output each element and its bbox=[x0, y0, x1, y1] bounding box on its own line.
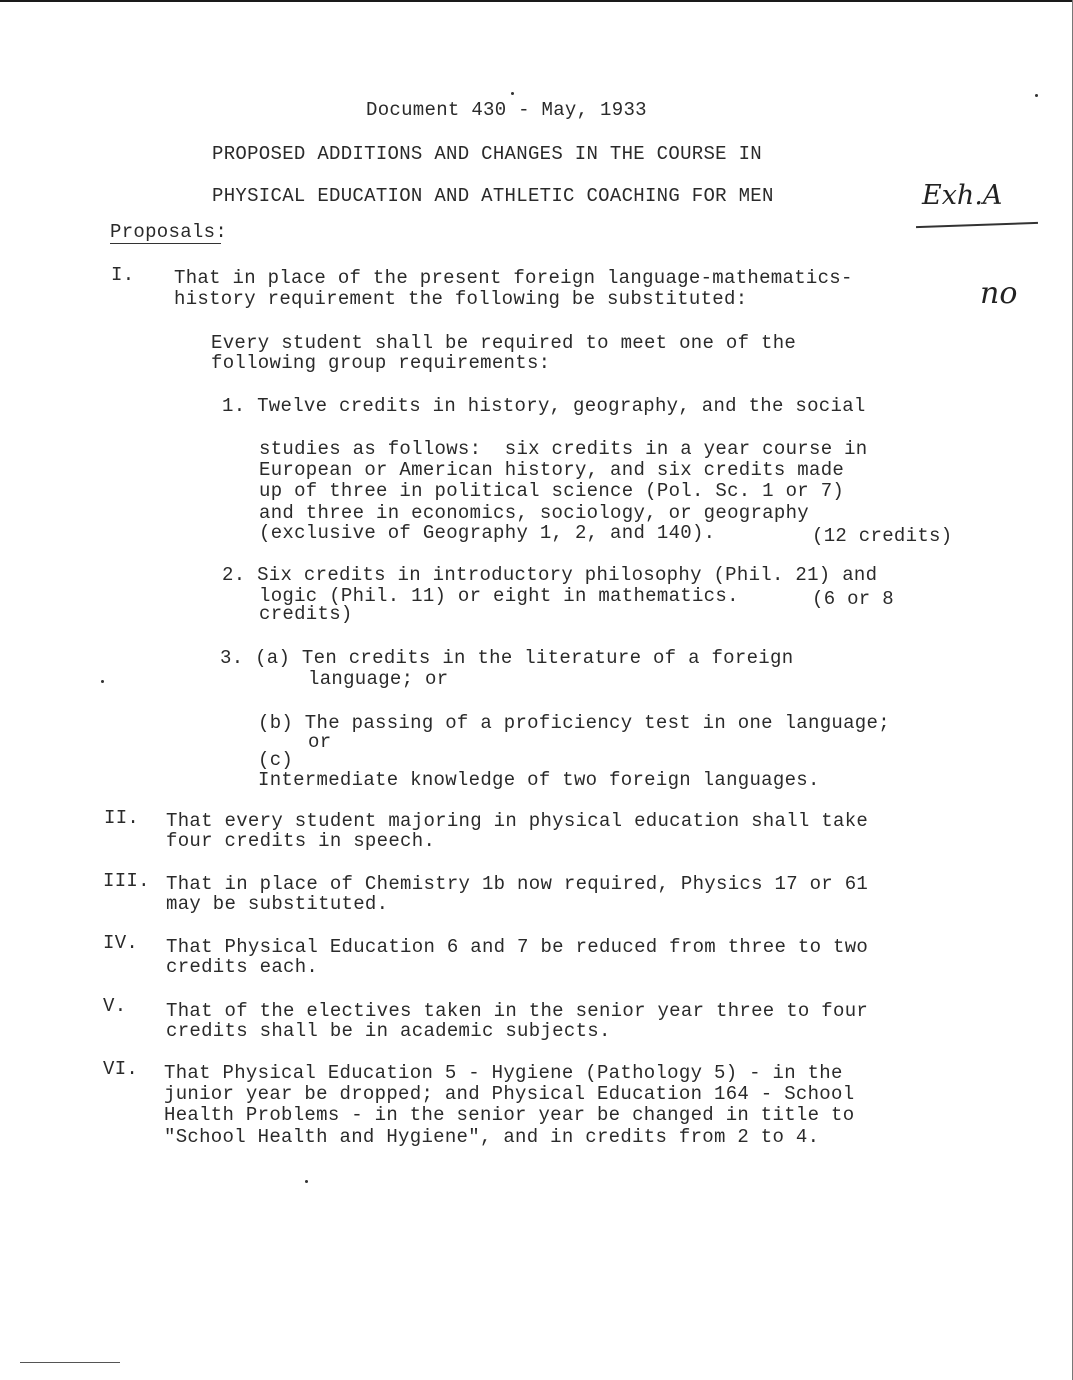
proposal-1-intro-line: following group requirements: bbox=[211, 352, 551, 374]
proposal-3-line: may be substituted. bbox=[166, 893, 389, 915]
proposal-1-numeral: I. bbox=[111, 264, 135, 286]
item-1-credits: (12 credits) bbox=[812, 525, 953, 547]
item-1-line: up of three in political science (Pol. Sc. 1 or 7) bbox=[259, 480, 845, 502]
margin-note-annotation: no bbox=[980, 276, 1018, 311]
proposals-underline bbox=[110, 243, 221, 244]
proposal-3-numeral: III. bbox=[103, 870, 150, 892]
proposal-6-line: Health Problems - in the senior year be changed in title to bbox=[164, 1104, 855, 1126]
item-3c-label: (c) bbox=[258, 749, 294, 771]
item-2-line: 2. Six credits in introductory philosophy (Phil. 21) and bbox=[222, 564, 878, 586]
proposal-2-line: four credits in speech. bbox=[166, 830, 436, 852]
proposal-2-numeral: II. bbox=[104, 807, 140, 829]
item-3a-line: language; or bbox=[308, 668, 449, 690]
item-3a-line: 3. (a) Ten credits in the literature of a foreign bbox=[220, 647, 794, 669]
proposal-6-numeral: VI. bbox=[103, 1058, 139, 1080]
proposal-2-line: That every student majoring in physical education shall take bbox=[166, 810, 869, 832]
proposal-4-numeral: IV. bbox=[103, 932, 139, 954]
proposal-1-line: history requirement the following be substituted: bbox=[174, 288, 748, 310]
proposal-4-line: credits each. bbox=[166, 956, 319, 978]
scan-speck bbox=[1035, 94, 1038, 97]
item-3b-line: (b) The passing of a proficiency test in one language; bbox=[258, 712, 890, 734]
proposal-5-line: That of the electives taken in the senior year three to four bbox=[166, 1000, 869, 1022]
item-1-line: (exclusive of Geography 1, 2, and 140). bbox=[259, 522, 716, 544]
proposal-6-line: That Physical Education 5 - Hygiene (Pathology 5) - in the bbox=[164, 1062, 843, 1084]
title-line-2: PHYSICAL EDUCATION AND ATHLETIC COACHING FOR MEN bbox=[212, 185, 774, 207]
item-2-line: logic (Phil. 11) or eight in mathematics. bbox=[259, 585, 739, 607]
title-line-1: PROPOSED ADDITIONS AND CHANGES IN THE COURSE IN bbox=[212, 143, 762, 165]
page-top-edge bbox=[0, 0, 1073, 2]
proposal-1-line: That in place of the present foreign language-mathematics- bbox=[174, 267, 853, 289]
item-3c-line: Intermediate knowledge of two foreign languages. bbox=[258, 769, 820, 791]
item-1-line: and three in economics, sociology, or geography bbox=[259, 502, 809, 524]
proposals-label: Proposals: bbox=[110, 221, 228, 243]
proposal-6-line: junior year be dropped; and Physical Education 164 - School bbox=[164, 1083, 855, 1105]
proposal-4-line: That Physical Education 6 and 7 be reduced from three to two bbox=[166, 936, 869, 958]
proposal-3-line: That in place of Chemistry 1b now required, Physics 17 or 61 bbox=[166, 873, 869, 895]
proposal-5-line: credits shall be in academic subjects. bbox=[166, 1020, 611, 1042]
item-1-line: 1. Twelve credits in history, geography, and the social bbox=[222, 395, 866, 417]
proposal-1-intro-line: Every student shall be required to meet one of the bbox=[211, 332, 797, 354]
item-1-line: European or American history, and six credits made bbox=[259, 459, 845, 481]
proposal-6-line: "School Health and Hygiene", and in credits from 2 to 4. bbox=[164, 1126, 820, 1148]
exhibit-annotation: Exh.A bbox=[922, 180, 1003, 211]
item-1-line: studies as follows: six credits in a year course in bbox=[259, 438, 868, 460]
scan-speck bbox=[305, 1180, 308, 1183]
exhibit-underline bbox=[916, 222, 1038, 228]
proposal-5-numeral: V. bbox=[103, 995, 127, 1017]
item-3b-line: or bbox=[308, 731, 332, 753]
document-number-line: Document 430 - May, 1933 bbox=[366, 99, 647, 121]
item-2-credits: (6 or 8 bbox=[812, 588, 894, 610]
scan-speck bbox=[511, 92, 514, 95]
scan-speck bbox=[101, 680, 104, 683]
bottom-scan-line bbox=[20, 1362, 120, 1363]
item-2-credits: credits) bbox=[259, 603, 353, 625]
